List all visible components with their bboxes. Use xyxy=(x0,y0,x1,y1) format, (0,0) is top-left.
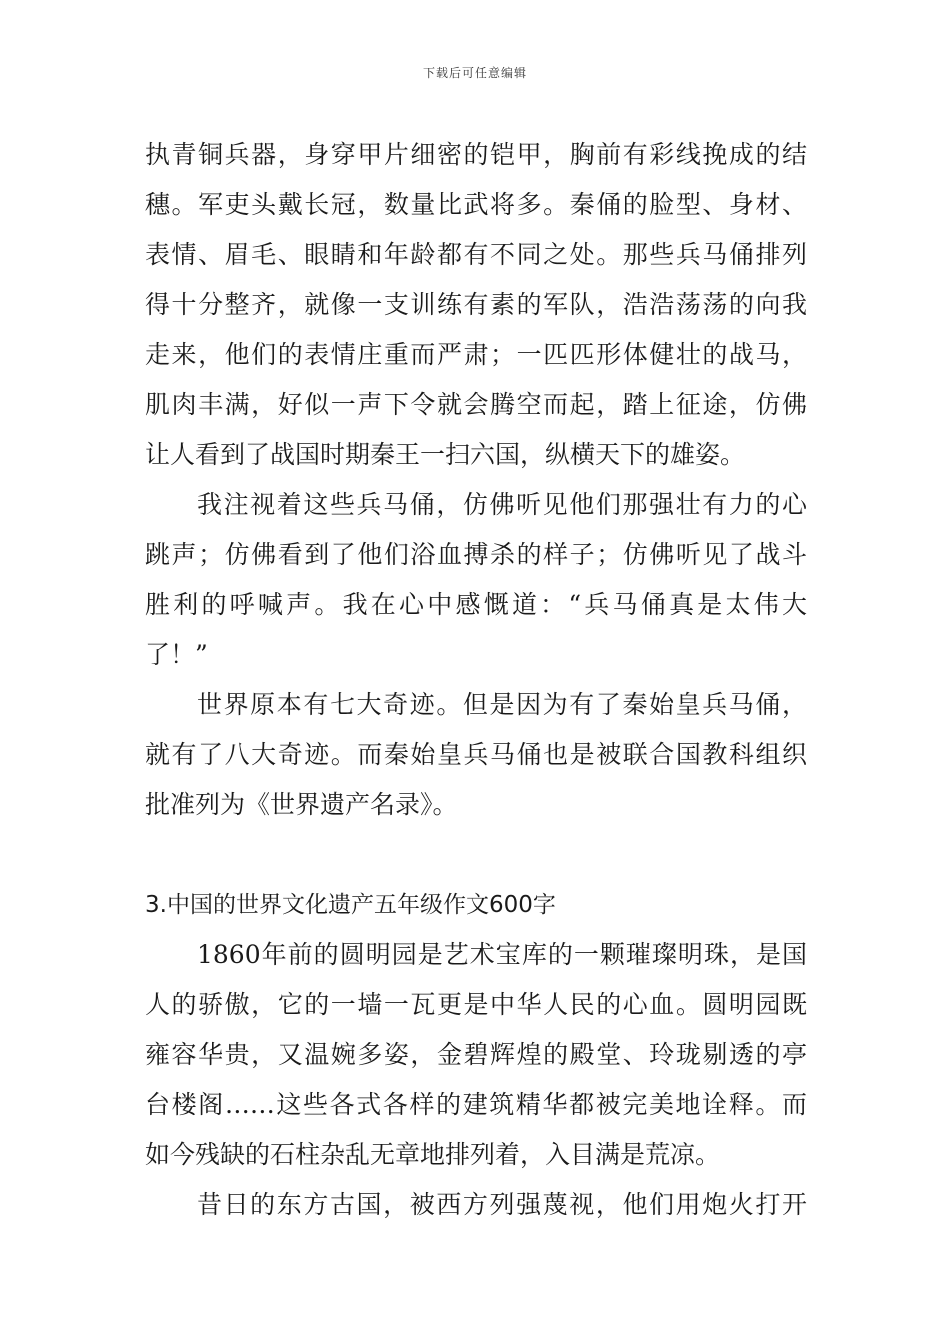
text-line: 世界原本有七大奇迹。但是因为有了秦始皇兵马俑， xyxy=(197,690,807,719)
text-line: 雍容华贵，又温婉多姿，金碧辉煌的殿堂、玲珑剔透的亭 xyxy=(145,1040,807,1069)
blank-line xyxy=(145,830,807,880)
text-line: 跳声；仿佛看到了他们浴血搏杀的样子；仿佛听见了战斗 xyxy=(145,540,807,569)
text-line: 人的骄傲，它的一墙一瓦更是中华人民的心血。圆明园既 xyxy=(145,990,807,1019)
text-line: 就有了八大奇迹。而秦始皇兵马俑也是被联合国教科组织 xyxy=(145,740,807,769)
text-line: 昔日的东方古国，被西方列强蔑视，他们用炮火打开 xyxy=(197,1190,807,1219)
text-line: 让人看到了战国时期秦王一扫六国，纵横天下的雄姿。 xyxy=(145,440,746,469)
paragraph xyxy=(145,680,807,830)
section-heading: 3.中国的世界文化遗产五年级作文600字 xyxy=(145,892,556,918)
text-line: 得十分整齐，就像一支训练有素的军队，浩浩荡荡的向我 xyxy=(145,290,807,319)
text-line: 表情、眉毛、眼睛和年龄都有不同之处。那些兵马俑排列 xyxy=(145,240,807,269)
document-body xyxy=(145,130,807,1230)
text-line: 了！” xyxy=(145,640,208,669)
paragraph xyxy=(145,480,807,680)
text-line: 穗。军吏头戴长冠，数量比武将多。秦俑的脸型、身材、 xyxy=(145,190,807,219)
text-line: 肌肉丰满，好似一声下令就会腾空而起，踏上征途，仿佛 xyxy=(145,390,807,419)
text-line: 1860年前的圆明园是艺术宝库的一颗璀璨明珠，是国 xyxy=(197,940,807,969)
text-line: 我注视着这些兵马俑，仿佛听见他们那强壮有力的心 xyxy=(197,490,807,519)
paragraph xyxy=(145,1180,807,1230)
paragraph xyxy=(145,130,807,480)
text-line: 台楼阁……这些各式各样的建筑精华都被完美地诠释。而 xyxy=(145,1090,807,1119)
paragraph xyxy=(145,930,807,1180)
text-line: 走来，他们的表情庄重而严肃；一匹匹形体健壮的战马， xyxy=(145,340,807,369)
text-line: 如今残缺的石柱杂乱无章地排列着，入目满是荒凉。 xyxy=(145,1140,721,1169)
text-line: 批准列为《世界遗产名录》。 xyxy=(145,790,458,819)
text-line: 执青铜兵器，身穿甲片细密的铠甲，胸前有彩线挽成的结 xyxy=(145,140,807,169)
text-line: 胜利的呼喊声。我在心中感慨道：“兵马俑真是太伟大 xyxy=(145,590,807,619)
page-header: 下载后可任意编辑 xyxy=(422,66,527,80)
